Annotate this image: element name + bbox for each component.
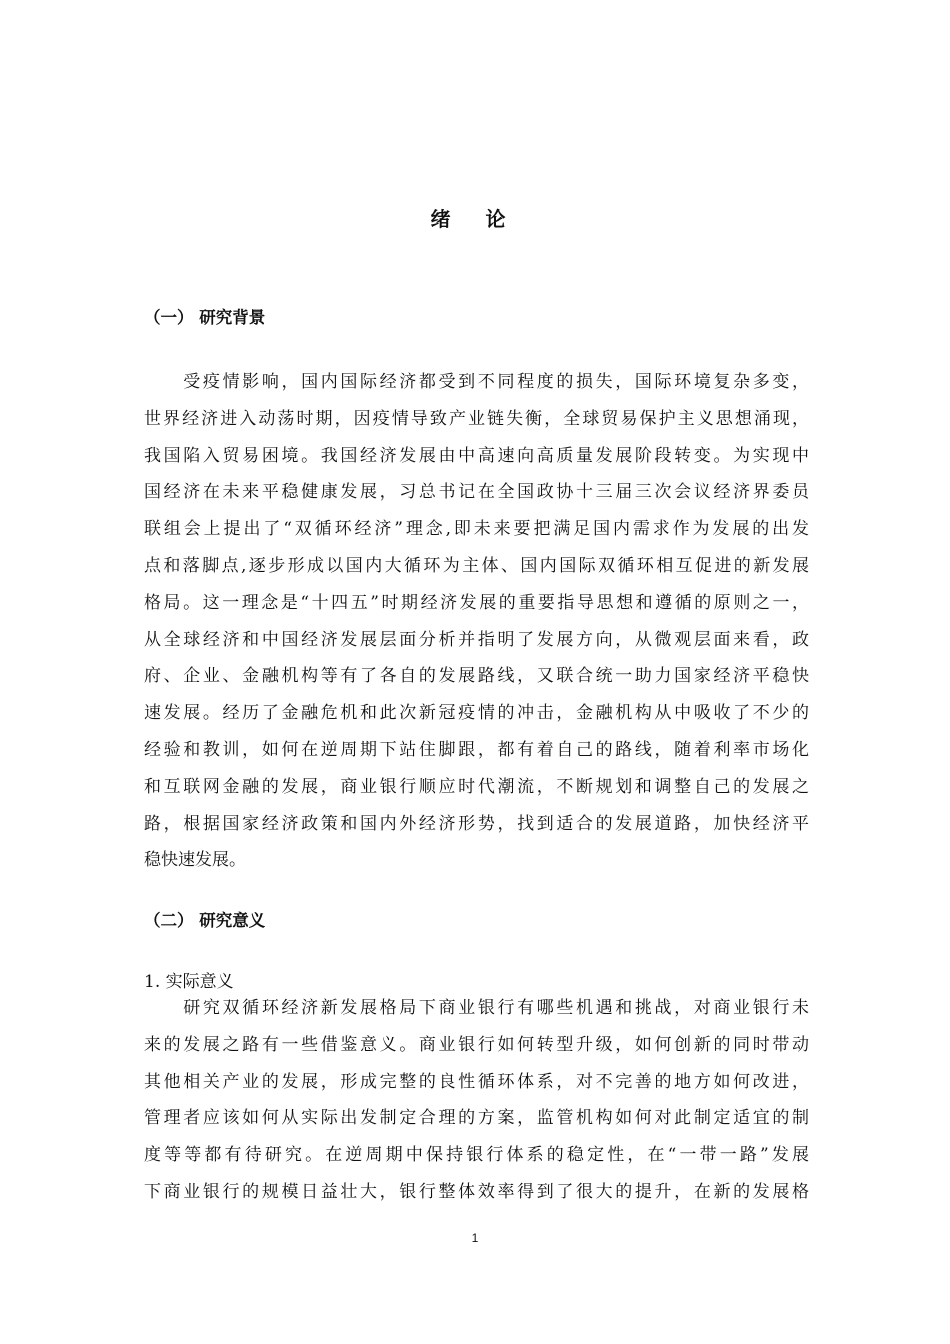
paragraph-line: 下商业银行的规模日益壮大，银行整体效率得到了很大的提升，在新的发展格 (144, 1181, 809, 1202)
paragraph-significance (144, 990, 809, 1211)
page-title: 绪 论 (430, 207, 520, 231)
paragraph-line: 我国陷入贸易困境。我国经济发展由中高速向高质量发展阶段转变。为实现中 (144, 445, 809, 466)
paragraph-line: 世界经济进入动荡时期，因疫情导致产业链失衡，全球贸易保护主义思想涌现， (144, 408, 809, 429)
paragraph-line: 受疫情影响，国内国际经济都受到不同程度的损失，国际环境复杂多变， (144, 372, 809, 392)
paragraph-line: 研究双循环经济新发展格局下商业银行有哪些机遇和挑战，对商业银行未 (144, 998, 809, 1018)
paragraph-line: 速发展。经历了金融危机和此次新冠疫情的冲击，金融机构从中吸收了不少的 (144, 703, 809, 724)
paragraph-background (144, 364, 809, 879)
paragraph-line: 其他相关产业的发展，形成完整的良性循环体系，对不完善的地方如何改进， (144, 1071, 809, 1092)
paragraph-line: 路，根据国家经济政策和国内外经济形势，找到适合的发展道路，加快经济平 (144, 813, 809, 834)
paragraph-line: 联组会上提出了“双循环经济”理念,即未来要把满足国内需求作为发展的出发 (144, 519, 809, 540)
paragraph-line: 经验和教训，如何在逆周期下站住脚跟，都有着自己的路线，随着利率市场化 (144, 739, 809, 760)
section-heading-background: （一） 研究背景 (144, 308, 266, 327)
page-number: 1 (471, 1231, 479, 1245)
paragraph-line: 和互联网金融的发展，商业银行顺应时代潮流，不断规划和调整自己的发展之 (144, 776, 809, 797)
subheading-practical-significance: 1. 实际意义 (144, 972, 234, 992)
paragraph-line: 管理者应该如何从实际出发制定合理的方案，监管机构如何对此制定适宜的制 (144, 1108, 809, 1129)
paragraph-line: 点和落脚点,逐步形成以国内大循环为主体、国内国际双循环相互促进的新发展 (144, 555, 809, 576)
paragraph-line: 府、企业、金融机构等有了各自的发展路线，又联合统一助力国家经济平稳快 (144, 666, 809, 687)
paragraph-line: 格局。这一理念是“十四五”时期经济发展的重要指导思想和遵循的原则之一， (144, 592, 809, 613)
paragraph-line: 从全球经济和中国经济发展层面分析并指明了发展方向，从微观层面来看，政 (144, 629, 809, 650)
paragraph-line: 来的发展之路有一些借鉴意义。商业银行如何转型升级，如何创新的同时带动 (144, 1034, 809, 1055)
paragraph-line: 稳快速发展。 (144, 850, 246, 871)
paragraph-line: 度等等都有待研究。在逆周期中保持银行体系的稳定性，在“一带一路”发展 (144, 1145, 809, 1166)
section-heading-significance: （二） 研究意义 (144, 911, 266, 930)
paragraph-line: 国经济在未来平稳健康发展，习总书记在全国政协十三届三次会议经济界委员 (144, 482, 809, 503)
